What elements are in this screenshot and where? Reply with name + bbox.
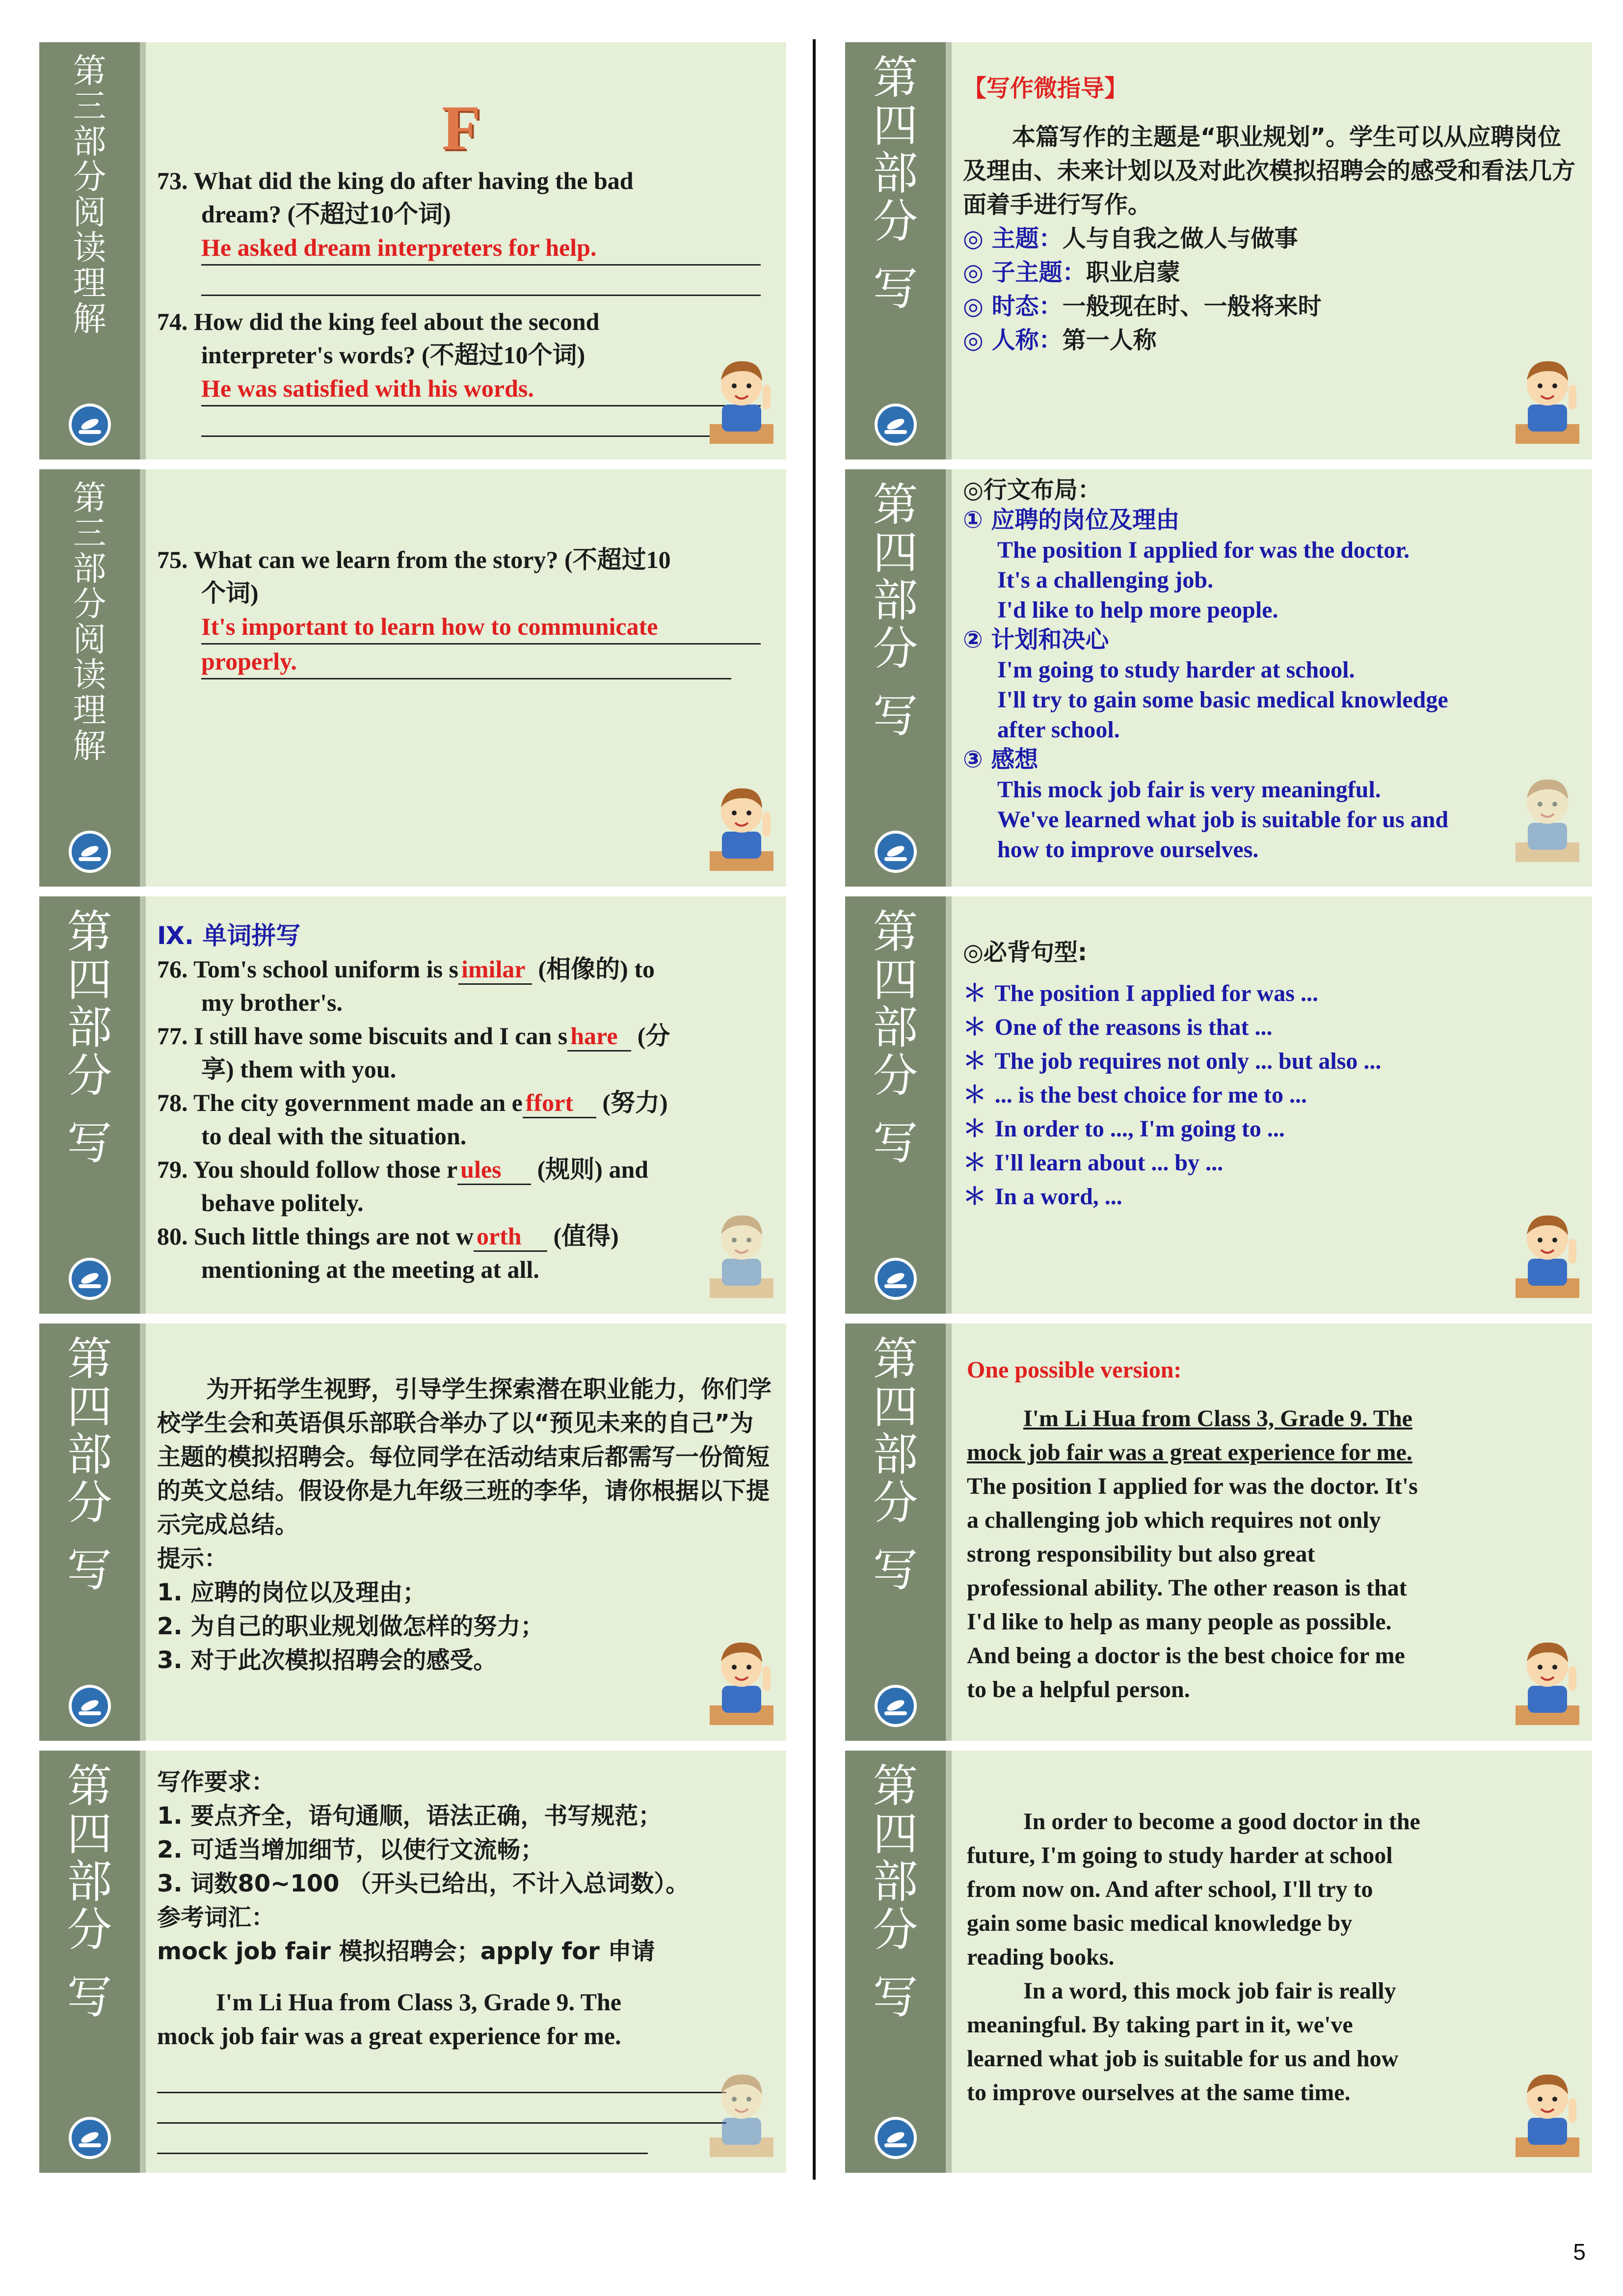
slide-writing-prompt — [39, 1324, 786, 1741]
section-label: 第 四 部 分 写 — [67, 906, 112, 1170]
requirement-3: 3. 词数80~100 （开头已给出，不计入总词数）。 — [157, 1870, 690, 1897]
section-bar — [845, 1324, 946, 1741]
section-label: 第 四 部 分 写 — [873, 1333, 918, 1597]
key-sentences-title: ◎必背句型: — [963, 939, 1088, 966]
school-logo-icon — [875, 404, 917, 446]
key-sentence: ＊ The position I applied for was ... — [963, 979, 1318, 1007]
guide-paragraph: 本篇写作的主题是“职业规划”。学生可以从应聘岗位及理由、未来计划以及对此次模拟招聘会的感受和看法几方面着手进行写作。 — [963, 123, 1576, 218]
cartoon-boy-icon — [1511, 2064, 1584, 2162]
question-78-cont: to deal with the situation. — [201, 1122, 467, 1150]
question-73: 73. What did the king do after having the bad — [157, 167, 634, 194]
cartoon-boy-icon — [1511, 351, 1584, 449]
sample-line: In a word, this mock job fair is really — [1023, 1978, 1396, 2004]
section-label: 第 四 部 分 写 — [873, 906, 918, 1170]
sample-line: gain some basic medical knowledge by — [967, 1910, 1353, 1936]
sample-line: In order to become a good doctor in the — [1023, 1809, 1420, 1835]
slide-writing-guide — [845, 42, 1592, 459]
cartoon-boy-icon — [705, 2064, 778, 2162]
cartoon-boy-icon — [1511, 1205, 1584, 1303]
layout-line: I'd like to help more people. — [997, 597, 1278, 623]
school-logo-icon — [69, 1258, 111, 1300]
answer-75-line1: It's important to learn how to communicate — [201, 610, 761, 645]
hint-1: 1. 应聘的岗位以及理由； — [157, 1579, 426, 1606]
section-label: 第 四 部 分 写 — [67, 1333, 112, 1597]
question-76-cont: my brother's. — [201, 989, 343, 1016]
sample-line: a challenging job which requires not only — [967, 1507, 1381, 1533]
school-logo-icon — [69, 2117, 111, 2159]
section-label: 第 三 部 分 阅 读 理 解 — [73, 479, 106, 766]
spelling-heading: Ⅸ. 单词拼写 — [157, 921, 301, 950]
answer-74: He was satisfied with his words. — [201, 372, 761, 406]
prompt-paragraph: 为开拓学生视野，引导学生探索潜在职业能力，你们学校学生会和英语俱乐部联合举办了以“预见未来的自己”为主题的模拟招聘会。每位同学在活动结束后都需写一份简短的英文总结。假设你是九年级三班的李华，请你根据以下提示完成总结。 — [157, 1376, 772, 1539]
slide-key-sentences — [845, 896, 1592, 1314]
vocab-title: 参考词汇： — [157, 1904, 275, 1931]
layout-line: The position I applied for was the doctor. — [997, 537, 1410, 563]
guide-item-subtheme: ◎ 子主题：职业启蒙 — [963, 259, 1180, 286]
question-75-cont: 个词) — [201, 579, 259, 607]
slide-sample-essay-2 — [845, 1751, 1592, 2173]
vocab-line: mock job fair 模拟招聘会；apply for 申请 — [157, 1938, 655, 1965]
answer-73: He asked dream interpreters for help. — [201, 231, 761, 266]
cartoon-boy-icon — [705, 1205, 778, 1303]
question-80-cont: mentioning at the meeting at all. — [201, 1256, 539, 1283]
sample-line: reading books. — [967, 1944, 1115, 1970]
slide-word-spelling — [39, 896, 786, 1314]
sample-line: learned what job is suitable for us and how — [967, 2046, 1399, 2072]
layout-line: after school. — [997, 717, 1120, 743]
question-75: 75. What can we learn from the story? (不超过10 — [157, 546, 671, 573]
sample-underlined-1: I'm Li Hua from Class 3, Grade 9. The — [1023, 1405, 1412, 1432]
blank-line — [201, 266, 761, 296]
section-bar — [39, 469, 140, 887]
requirement-2: 2. 可适当增加细节，以使行文流畅； — [157, 1836, 544, 1864]
guide-item-tense: ◎ 时态：一般现在时、一般将来时 — [963, 293, 1322, 320]
sample-line: And being a doctor is the best choice for me — [967, 1643, 1405, 1669]
answer-75-line2: properly. — [201, 645, 731, 679]
layout-line: how to improve ourselves. — [997, 837, 1259, 863]
sample-line: to improve ourselves at the same time. — [967, 2080, 1351, 2106]
layout-heading-2: ② 计划和决心 — [963, 626, 1109, 653]
section-bar — [39, 896, 140, 1314]
sample-title: One possible version: — [967, 1357, 1182, 1383]
school-logo-icon — [875, 1258, 917, 1300]
school-logo-icon — [69, 1685, 111, 1727]
question-79-cont: behave politely. — [201, 1189, 364, 1216]
slide-layout-plan — [845, 469, 1592, 887]
hint-3: 3. 对于此次模拟招聘会的感受。 — [157, 1647, 497, 1674]
f-letter-icon: F — [442, 93, 481, 163]
key-sentence: ＊ In order to ..., I'm going to ... — [963, 1115, 1285, 1142]
section-bar — [845, 1751, 946, 2173]
layout-line: We've learned what job is suitable for us and — [997, 807, 1449, 833]
slide-reading-75 — [39, 469, 786, 887]
section-bar — [845, 896, 946, 1314]
question-77-cont: 享) them with you. — [201, 1055, 397, 1083]
section-label: 第 四 部 分 写 — [873, 1760, 918, 2024]
layout-line: It's a challenging job. — [997, 567, 1214, 593]
cartoon-boy-icon — [1511, 1632, 1584, 1730]
school-logo-icon — [875, 831, 917, 873]
page-number: 5 — [1573, 2239, 1586, 2265]
slide-writing-requirements — [39, 1751, 786, 2173]
sample-line: to be a helpful person. — [967, 1676, 1190, 1702]
cartoon-boy-icon — [1511, 769, 1584, 867]
requirements-title: 写作要求： — [157, 1768, 275, 1796]
layout-line: This mock job fair is very meaningful. — [997, 777, 1381, 803]
question-78: 78. The city government made an e ffort (努力) — [157, 1086, 772, 1119]
key-sentence: ＊ One of the reasons is that ... — [963, 1013, 1273, 1041]
sample-line: strong responsibility but also great — [967, 1541, 1315, 1567]
layout-heading-3: ③ 感想 — [963, 746, 1038, 773]
layout-line: I'll try to gain some basic medical knowledge — [997, 687, 1448, 713]
start-sentence-2: mock job fair was a great experience for me. — [157, 2022, 621, 2050]
sample-line: I'd like to help as many people as possible. — [967, 1609, 1392, 1635]
school-logo-icon — [875, 2117, 917, 2159]
center-divider — [813, 39, 816, 2180]
section-label: 第 三 部 分 阅 读 理 解 — [73, 52, 106, 339]
section-bar — [845, 469, 946, 887]
start-sentence-1: I'm Li Hua from Class 3, Grade 9. The — [216, 1988, 621, 2016]
hint-title: 提示： — [157, 1545, 228, 1572]
sample-underlined-2: mock job fair was a great experience for me. — [967, 1439, 1412, 1465]
layout-title: ◎行文布局： — [963, 476, 1101, 504]
key-sentence: ＊ I'll learn about ... by ... — [963, 1149, 1224, 1176]
section-bar — [39, 42, 140, 459]
section-bar — [39, 1324, 140, 1741]
requirement-1: 1. 要点齐全，语句通顺，语法正确，书写规范； — [157, 1802, 662, 1830]
sample-line: future, I'm going to study harder at school — [967, 1842, 1393, 1868]
question-77: 77. I still have some biscuits and I can s hare (分 — [157, 1019, 772, 1053]
guide-item-person: ◎ 人称：第一人称 — [963, 326, 1157, 354]
question-74-cont: interpreter's words? (不超过10个词) — [201, 341, 585, 369]
school-logo-icon — [69, 831, 111, 873]
section-label: 第 四 部 分 写 — [873, 52, 918, 316]
blank-line — [157, 2063, 726, 2093]
question-74: 74. How did the king feel about the second — [157, 308, 600, 335]
section-bar — [39, 1751, 140, 2173]
layout-heading-1: ① 应聘的岗位及理由 — [963, 506, 1180, 534]
section-bar — [845, 42, 946, 459]
question-76: 76. Tom's school uniform is s imilar (相像的) to — [157, 952, 772, 986]
question-73-cont: dream? (不超过10个词) — [201, 200, 451, 228]
section-label: 第 四 部 分 写 — [67, 1760, 112, 2024]
question-79: 79. You should follow those r ules (规则) and — [157, 1153, 772, 1186]
question-80: 80. Such little things are not w orth (值得) — [157, 1219, 772, 1253]
guide-title: 【写作微指导】 — [963, 75, 1128, 102]
cartoon-boy-icon — [705, 1632, 778, 1730]
hint-2: 2. 为自己的职业规划做怎样的努力； — [157, 1613, 544, 1640]
sample-line: from now on. And after school, I'll try to — [967, 1876, 1373, 1902]
guide-item-theme: ◎ 主题：人与自我之做人与做事 — [963, 225, 1298, 252]
blank-line — [157, 2124, 648, 2154]
cartoon-boy-icon — [705, 778, 778, 876]
slide-reading-73-74 — [39, 42, 786, 459]
slide-sample-essay-1 — [845, 1324, 1592, 1741]
sample-line: meaningful. By taking part in it, we've — [967, 2012, 1353, 2038]
key-sentence: ＊ The job requires not only ... but also ... — [963, 1047, 1382, 1075]
blank-line — [157, 2093, 726, 2124]
layout-line: I'm going to study harder at school. — [997, 657, 1355, 683]
cartoon-boy-icon — [705, 351, 778, 449]
school-logo-icon — [875, 1685, 917, 1727]
key-sentence: ＊ In a word, ... — [963, 1183, 1122, 1210]
blank-line — [201, 406, 761, 437]
sample-line: The position I applied for was the doctor. It's — [967, 1473, 1418, 1499]
section-label: 第 四 部 分 写 — [873, 479, 918, 743]
sample-line: professional ability. The other reason is that — [967, 1575, 1407, 1601]
school-logo-icon — [69, 404, 111, 446]
key-sentence: ＊ ... is the best choice for me to ... — [963, 1081, 1307, 1108]
